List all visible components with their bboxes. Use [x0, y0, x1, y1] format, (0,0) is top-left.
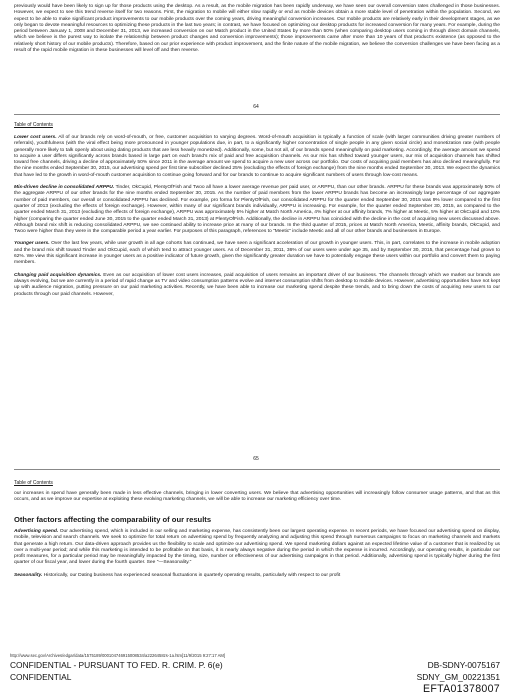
paragraph-text: Even as our acquisition of lower cost users increases, paid acquisition of users remains an important driver of our business. The channels through which we market our brands are always evolving, but we are currently in a period of rapid change as TV and video consumption patterns evolve and internet consumption shifts from desktop to mobile devices. However, advertising opportunities have not kept up with audience migration, putting pressure on our paid marketing activities. Recently, we have been able to increase our marketing spend despite these trends, and to bring down the costs of acquiring new users to our products through our paid channels. However,	[14, 272, 500, 297]
section-younger-users	[14, 241, 500, 266]
source-url: http://www.sec.gov/Archives/edgar/data/1575189/000104746915008534/a2226458zs-1a.htm[11/9/2015 9:27:17 AM]	[10, 653, 226, 658]
table-of-contents-link[interactable]: Table of Contents	[14, 122, 53, 128]
section-seasonality	[14, 573, 500, 579]
efta-number: EFTA01378007	[422, 683, 500, 695]
section-lower-cost-users	[14, 135, 500, 179]
paragraph-text: Historically, our Dating business has experienced seasonal fluctuations in quarterly operating results, particularly with respect to our profit	[42, 572, 341, 578]
paragraph-text: Our advertising spend, which is included in our selling and marketing expense, has consistently been our largest operating expense. In recent periods, we have focused our advertising spend on display, mobile, television and search channels. We seek to optimize for total return on advertising spend by frequently analyzing and adjusting this spend through numerous campaigns to focus on marketing channels and markets that generate a high return. Our data-driven approach provides us the flexibility to scale and optimize our advertising spend. We spend marketing dollars against an expected lifetime value of a customer that is realized by us over a multi-year period; and while this marketing is intended to be profitable on that basis, it is nearly always negative during the period in which the expense is incurred. Accordingly, our operating results, in particular our profit measures, for a particular period may be meaningfully impacted by the timing, size, number or effectiveness of our advertising campaigns in that period. Additionally, advertising spend is typically higher during the first quarter of our fiscal year, and lower during the fourth quarter. See "—Seasonality."	[14, 529, 501, 566]
page-66-intro	[14, 491, 500, 504]
page-64-fragment	[14, 4, 500, 54]
paragraph-text: Over the last few years, while user growth in all age cohorts has continued, we have seen a significant acceleration of our growth in younger users. This, in part, correlates to the increase in mobile adoption and the brand mix shift toward Tinder and OkCupid, each of which tend to attract younger users. As of December 31, 2011, 36% of our users were under age 35, and by September 30, 2015, that percentage had grown to 62%. We view this significant increase in younger users as a positive indicator of future growth, given the significantly greater duration we have to potentially engage these users within our portfolio and convert them to paying members.	[14, 241, 500, 266]
paragraph-lead: Changing paid acquisition dynamics.	[14, 272, 102, 278]
paragraph-lead: Younger users.	[14, 241, 50, 247]
section-mix-driven-decline	[14, 185, 500, 235]
section-changing-paid-acquisition	[14, 273, 500, 298]
confidential-label: CONFIDENTIAL	[10, 672, 72, 682]
bates-number-sdny: SDNY_GM_00221351	[416, 672, 500, 682]
section-advertising-spend	[14, 529, 500, 567]
paragraph-lead: Seasonality.	[14, 572, 43, 578]
confidential-notice: CONFIDENTIAL - PURSUANT TO FED. R. CRIM. P. 6(e)	[10, 660, 223, 670]
page-number: 64	[253, 104, 259, 110]
body-paragraph: previously would have been likely to sign up for those products using the desktop. As a result, as the mobile migration has been rapidly underway, we have seen our overall conversion rates challenged in those businesses. However, we expect to see this trend reverse itself for two reasons. First, the migration to mobile will either slow rapidly or end as mobile devices obtain a more stable level of penetration within the population. Second, we expect to be able to make significant product improvements to our mobile products over the coming years, driving meaningful conversion increases. Our mobile products are relatively early in their development stages, as we only began to devote meaningful resources to optimizing these products in the last two years; in contrast, we have focused on optimizing our desktop products for increased conversion for many years. For example, during the period between January 1, 2008 and December 31, 2013, we increased conversion on our Match product in the United States by more than 50% (when comparing desktop users coming in through direct domain channels, which we believe is the purest way to isolate the relationship between product changes and conversion improvements); those improvements came after more than 10 years of that product's existence (as opposed to the relatively short history of our mobile products). Therefore, based on our prior experience with product improvement, and the finite nature of the mobile migration, we believe the conversion challenges we have been facing as a result of the rapid mobile migration in these businesses will level off and then reverse.	[14, 4, 500, 54]
page-65-body	[14, 135, 500, 298]
paragraph-lead: Advertising spend.	[14, 529, 59, 534]
paragraph-lead: Mix-driven decline in consolidated ARPPU.	[14, 185, 115, 191]
paragraph-lead: Lower cost users.	[14, 135, 57, 140]
page-divider	[14, 114, 500, 115]
page-divider	[14, 469, 500, 470]
paragraph-text: Tinder, OkCupid, PlentyOfFish and Twoo all have a lower average revenue per paid user, or ARPPU, than our other brands. ARPPU for these brands was approximately 50% of the aggregate ARPPU of our other brands for the nine months ended September 30, 2015. As the number of paid members from the lower ARPPU brands has become an increasingly large percentage of our aggregate number of paid members, our overall or consolidated ARPPU has declined. For example, pro forma for PlentyOfFish, our consolidated ARPPU for the quarter ended September 30, 2015 was 9% lower compared to the first quarter of 2013 (excluding the effects of foreign exchange). However, within many of our significant brands individually, ARPPU is increasing. For example, for the quarter ended September 30, 2015, as compared to the quarter ended March 31, 2013 (excluding the effects of foreign exchange), ARPPU was approximately 5% higher at Match North America, 4% higher at our affinity brands, 7% higher at Meetic, 5% higher at OkCupid and 10% higher (comparing the quarter ended June 30, 2015 to the quarter ended March 31, 2013) at PlentyOfFish. Additionally, the decline in ARPPU has coincided with the decline in the cost of acquiring new users discussed above. Although brand mix shift is reducing consolidated ARPPU, we see continued ability to increase price at many of our brands. In the third quarter of 2015, prices at Match North America, Meetic, affinity brands, OkCupid, and Twoo were higher than they were in the comparable period a year earlier. For purposes of this paragraph, references to "Meetic" include Meetic and all of our other brands and businesses in Europe.	[14, 185, 500, 235]
section-heading: Other factors affecting the comparability of our results	[14, 515, 212, 524]
paragraph-text: All of our brands rely on word-of-mouth, or free, customer acquisition to varying degrees. Word-of-mouth acquisition is typically a function of scale (with larger communities driving greater numbers of referrals), youthfulness (with the viral effect being more pronounced in younger populations due, in part, to a significantly higher concentration of single people in any given social circle) and monetization rate (with people generally more likely to talk openly about using dating products that are less heavily monetized). Additionally, some, but not all, of our brands spend meaningfully on paid marketing. Accordingly, the average amount we spend to acquire a user differs significantly across brands based in large part on each brand's mix of paid and free acquisition channels. As our mix has shifted toward younger users, our mix of acquisition channels has shifted toward free channels, driving a decline of approximately 50% since 2011 in the average amount we spend to acquire a new user across our portfolio. Our costs of acquiring paid members has also declined meaningfully. For the nine months ended September 30, 2015, our advertising spend per first time subscriber declined 25% (excluding the effects of foreign exchange) from the nine months ended September 30, 2013. We expect the dynamics that have led to the growth in word-of-mouth customer acquisition to continue going forward and for our brands to continue to acquire significant numbers of users through low-cost means.	[14, 135, 500, 178]
bates-number-db: DB-SDNY-0075167	[427, 660, 500, 670]
body-paragraph: our increases in spend have generally been made in less effective channels, bringing in lower converting users. We believe that advertising opportunities will increasingly follow consumer usage patterns, and that as this occurs, and as we improve our expertise at exploiting these evolving marketing channels, we will be able to increase our marketing efficiency over time.	[14, 491, 500, 503]
table-of-contents-link[interactable]: Table of Contents	[14, 480, 53, 486]
page-number: 65	[253, 456, 259, 462]
page-66-body	[14, 529, 500, 579]
